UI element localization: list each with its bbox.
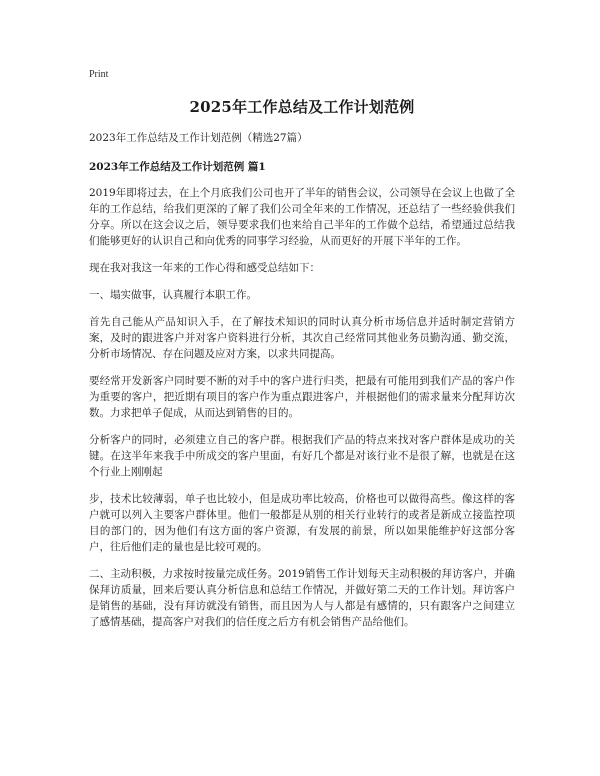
section-heading: 2023年工作总结及工作计划范例 篇1 — [89, 161, 266, 173]
paragraph-product-knowledge: 首先自己能从产品知识入手，在了解技术知识的同时认真分析市场信息并适时制定营销方案，及时的跟进客户并对客户资料进行分析，其次自己经常同其他业务员勤沟通、勤交流，分析市场情况、存在问题及应对方案，以求共同提高。 — [89, 316, 515, 360]
document-title: 2025年工作总结及工作计划范例 — [189, 98, 415, 116]
document-subtitle: 2023年工作总结及工作计划范例（精选27篇） — [89, 132, 308, 144]
print-label: Print — [89, 69, 109, 80]
paragraph-new-clients: 要经常开发新客户同时要不断的对手中的客户进行归类，把最有可能用到我们产品的客户作为重要的客户，把近期有项目的客户作为重点跟进客户，并根据他们的需求量来分配拜访次数。力求把单子促成，从而达到销售的目的。 — [89, 375, 515, 419]
paragraph-intro: 2019年即将过去，在上个月底我们公司也开了半年的销售会议，公司领导在会议上也做了全年的工作总结，给我们更深的了解了我们公司全年来的工作情况，还总结了一些经验供我们分享。所以在这会议之后，领导要求我们也来给自己半年的工作做个总结，希望通过总结我们能够更好的认识自己和向优秀的同事学习经验，从而更好的开展下半年的工作。 — [89, 187, 515, 247]
paragraph-client-group: 步，技术比较薄弱，单子也比较小，但是成功率比较高，价格也可以做得高些。像这样的客户就可以列入主要客户群体里。他们一般都是从别的相关行业转行的或者是新成立接监控项目的部门的，因为他们有这方面的客户资源，有发展的前景，所以如果能维护好这部分客户，往后他们走的量也是比较可观的。 — [89, 493, 515, 553]
paragraph-point-two: 二、主动积极，力求按时按量完成任务。2019销售工作计划每天主动积极的拜访客户，并确保拜访质量，回来后要认真分析信息和总结工作情况，并做好第二天的工作计划。拜访客户是销售的基础，没有拜访就没有销售，而且因为人与人都是有感情的，只有跟客户之间建立了感情基础，提高客户对我们的信任度之后方有机会销售产品给他们。 — [89, 568, 515, 628]
document-page — [89, 68, 515, 641]
paragraph-point-one: 一、塌实做事，认真履行本职工作。 — [89, 289, 257, 301]
paragraph-client-analysis: 分析客户的同时，必须建立自己的客户群。根据我们产品的特点来找对客户群体是成功的关键。在这半年来我手中所成交的客户里面，有好几个都是对该行业不是很了解，也就是在这个行业上刚刚起 — [89, 434, 515, 478]
paragraph-summary-lead: 现在我对我这一年来的工作心得和感受总结如下： — [89, 262, 320, 274]
